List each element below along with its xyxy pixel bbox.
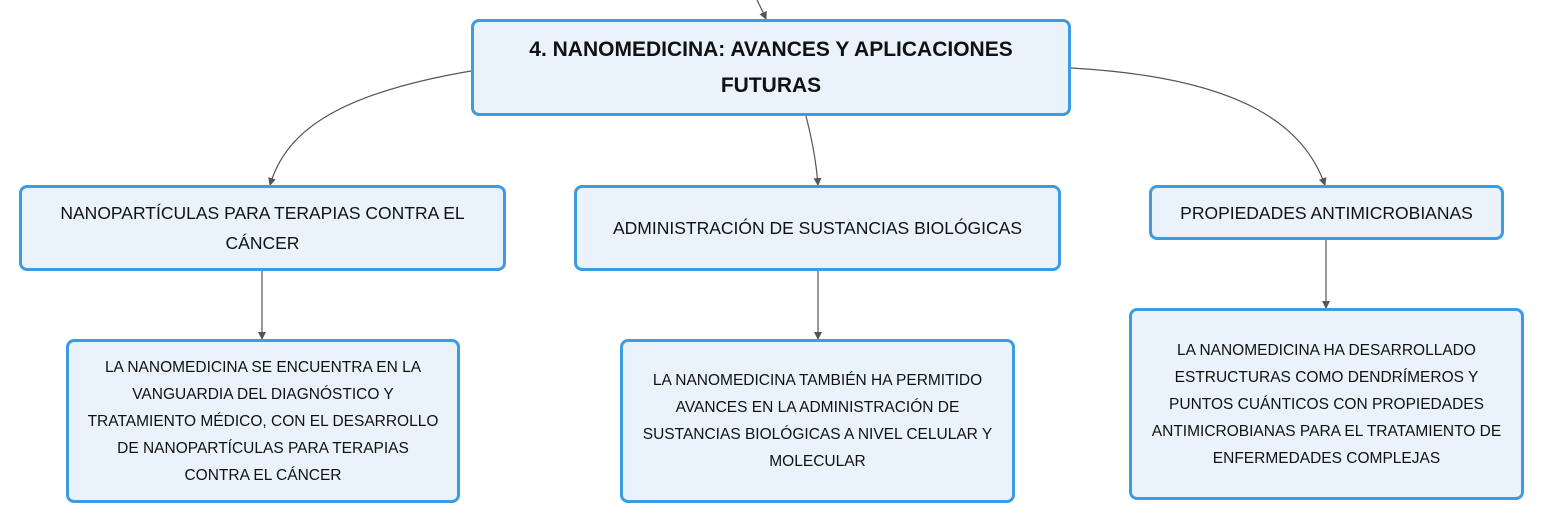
connector-from-parent-to-central: [757, 0, 766, 19]
detail-text: LA NANOMEDICINA TAMBIÉN HA PERMITIDO AVANCES EN LA ADMINISTRACIÓN DE SUSTANCIAS BIOLÓGICAS A NIVEL CELULAR Y MOLECULAR: [642, 372, 993, 470]
detail-node-nanoparticulas[interactable]: [66, 339, 460, 503]
central-topic-node[interactable]: [471, 19, 1071, 116]
topic-node-antimicrobianas[interactable]: [1149, 185, 1504, 240]
topic-label: PROPIEDADES ANTIMICROBIANAS: [1180, 202, 1473, 223]
connector-central-to-topic-3: [1071, 68, 1325, 185]
detail-text: LA NANOMEDICINA SE ENCUENTRA EN LA VANGUARDIA DEL DIAGNÓSTICO Y TRATAMIENTO MÉDICO, CON EL DESARROLLO DE NANOPARTÍCULAS PARA TERAPIAS CONTRA EL CÁNCER: [87, 358, 439, 484]
detail-text: LA NANOMEDICINA HA DESARROLLADO ESTRUCTURAS COMO DENDRÍMEROS Y PUNTOS CUÁNTICOS CON PROPIEDADES ANTIMICROBIANAS PARA EL TRATAMIENTO DE ENFERMEDADES COMPLEJAS: [1151, 341, 1502, 467]
topic-label: NANOPARTÍCULAS PARA TERAPIAS CONTRA EL CÁNCER: [60, 203, 465, 253]
detail-node-antimicrobianas[interactable]: [1129, 308, 1524, 500]
detail-node-administracion[interactable]: [620, 339, 1015, 503]
central-topic-title: 4. NANOMEDICINA: AVANCES Y APLICACIONES FUTURAS: [529, 37, 1013, 97]
topic-label: ADMINISTRACIÓN DE SUSTANCIAS BIOLÓGICAS: [612, 218, 1023, 238]
topic-node-nanoparticulas[interactable]: [19, 185, 506, 271]
connector-central-to-topic-2: [806, 116, 818, 185]
topic-node-administracion[interactable]: [574, 185, 1061, 271]
connector-central-to-topic-1: [270, 71, 471, 185]
